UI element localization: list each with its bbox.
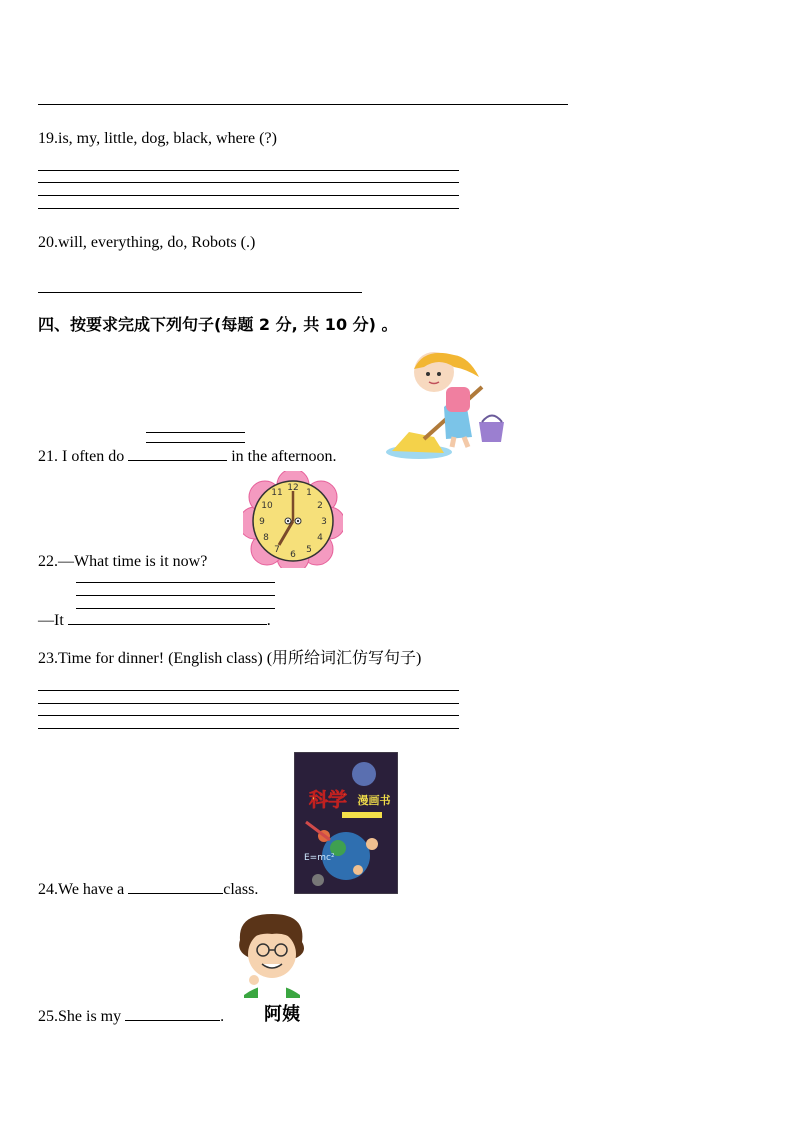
answer-line-23a — [38, 690, 459, 691]
clock-number-4: 4 — [317, 533, 323, 543]
answer-blank-24[interactable] — [128, 893, 223, 894]
answer-line-23c — [38, 715, 459, 716]
answer-22-prefix: —It — [38, 612, 64, 629]
answer-line-19a — [38, 170, 459, 171]
clock-number-11: 11 — [271, 488, 283, 498]
clock-number-9: 9 — [259, 517, 265, 527]
answer-line-19c — [38, 195, 459, 196]
question-21-suffix: in the afternoon. — [231, 448, 337, 465]
answer-line-18 — [38, 104, 568, 105]
answer-line-19d — [38, 208, 459, 209]
question-25 — [38, 1009, 224, 1025]
question-24-suffix: class. — [223, 881, 259, 898]
question-23: 23.Time for dinner! (English class) (用所给词汇仿写句子) — [38, 650, 422, 667]
answer-22-suffix: . — [266, 612, 271, 629]
clock-number-5: 5 — [306, 545, 312, 555]
answer-blank-22[interactable] — [68, 624, 267, 625]
answer-line-22c — [76, 608, 275, 609]
question-22-answer — [38, 613, 271, 629]
question-20: 20.will, everything, do, Robots (.) — [38, 234, 256, 251]
question-21 — [38, 449, 337, 465]
clock-number-7: 7 — [274, 545, 280, 555]
answer-line-21a — [146, 432, 245, 433]
answer-line-22a — [76, 582, 275, 583]
answer-line-22b — [76, 595, 275, 596]
clock-number-8: 8 — [263, 533, 269, 543]
clock-number-10: 10 — [261, 501, 273, 511]
question-25-prefix: 25.She is my — [38, 1008, 122, 1025]
answer-blank-25[interactable] — [125, 1020, 220, 1021]
clock-image — [243, 471, 343, 568]
clock-number-3: 3 — [321, 517, 327, 527]
answer-line-23d — [38, 728, 459, 729]
answer-line-19b — [38, 182, 459, 183]
book-title: 科学 — [308, 789, 348, 811]
clock-number-6: 6 — [290, 550, 296, 560]
picture-label: 阿姨 — [264, 1004, 300, 1025]
svg-text:E=mc²: E=mc² — [304, 853, 335, 863]
clock-number-2: 2 — [317, 501, 323, 511]
answer-line-23b — [38, 703, 459, 704]
clock-number-1: 1 — [306, 488, 312, 498]
answer-line-20 — [38, 292, 362, 293]
answer-line-21b — [146, 442, 245, 443]
question-22: 22.—What time is it now? — [38, 553, 208, 570]
girl-mopping-image — [384, 347, 514, 462]
book-subtitle: 漫画书 — [357, 794, 391, 807]
answer-blank-21[interactable] — [128, 460, 227, 461]
question-24 — [38, 882, 258, 898]
clock-number-12: 12 — [287, 483, 299, 493]
question-19: 19.is, my, little, dog, black, where (?) — [38, 130, 277, 147]
section-4-heading: 四、按要求完成下列句子(每题 2 分, 共 10 分) 。 — [38, 315, 398, 334]
question-21-prefix: 21. I often do — [38, 448, 125, 465]
science-book-image — [294, 752, 398, 894]
question-24-prefix: 24.We have a — [38, 881, 125, 898]
question-25-suffix: . — [220, 1008, 225, 1025]
aunt-image — [234, 910, 312, 1028]
